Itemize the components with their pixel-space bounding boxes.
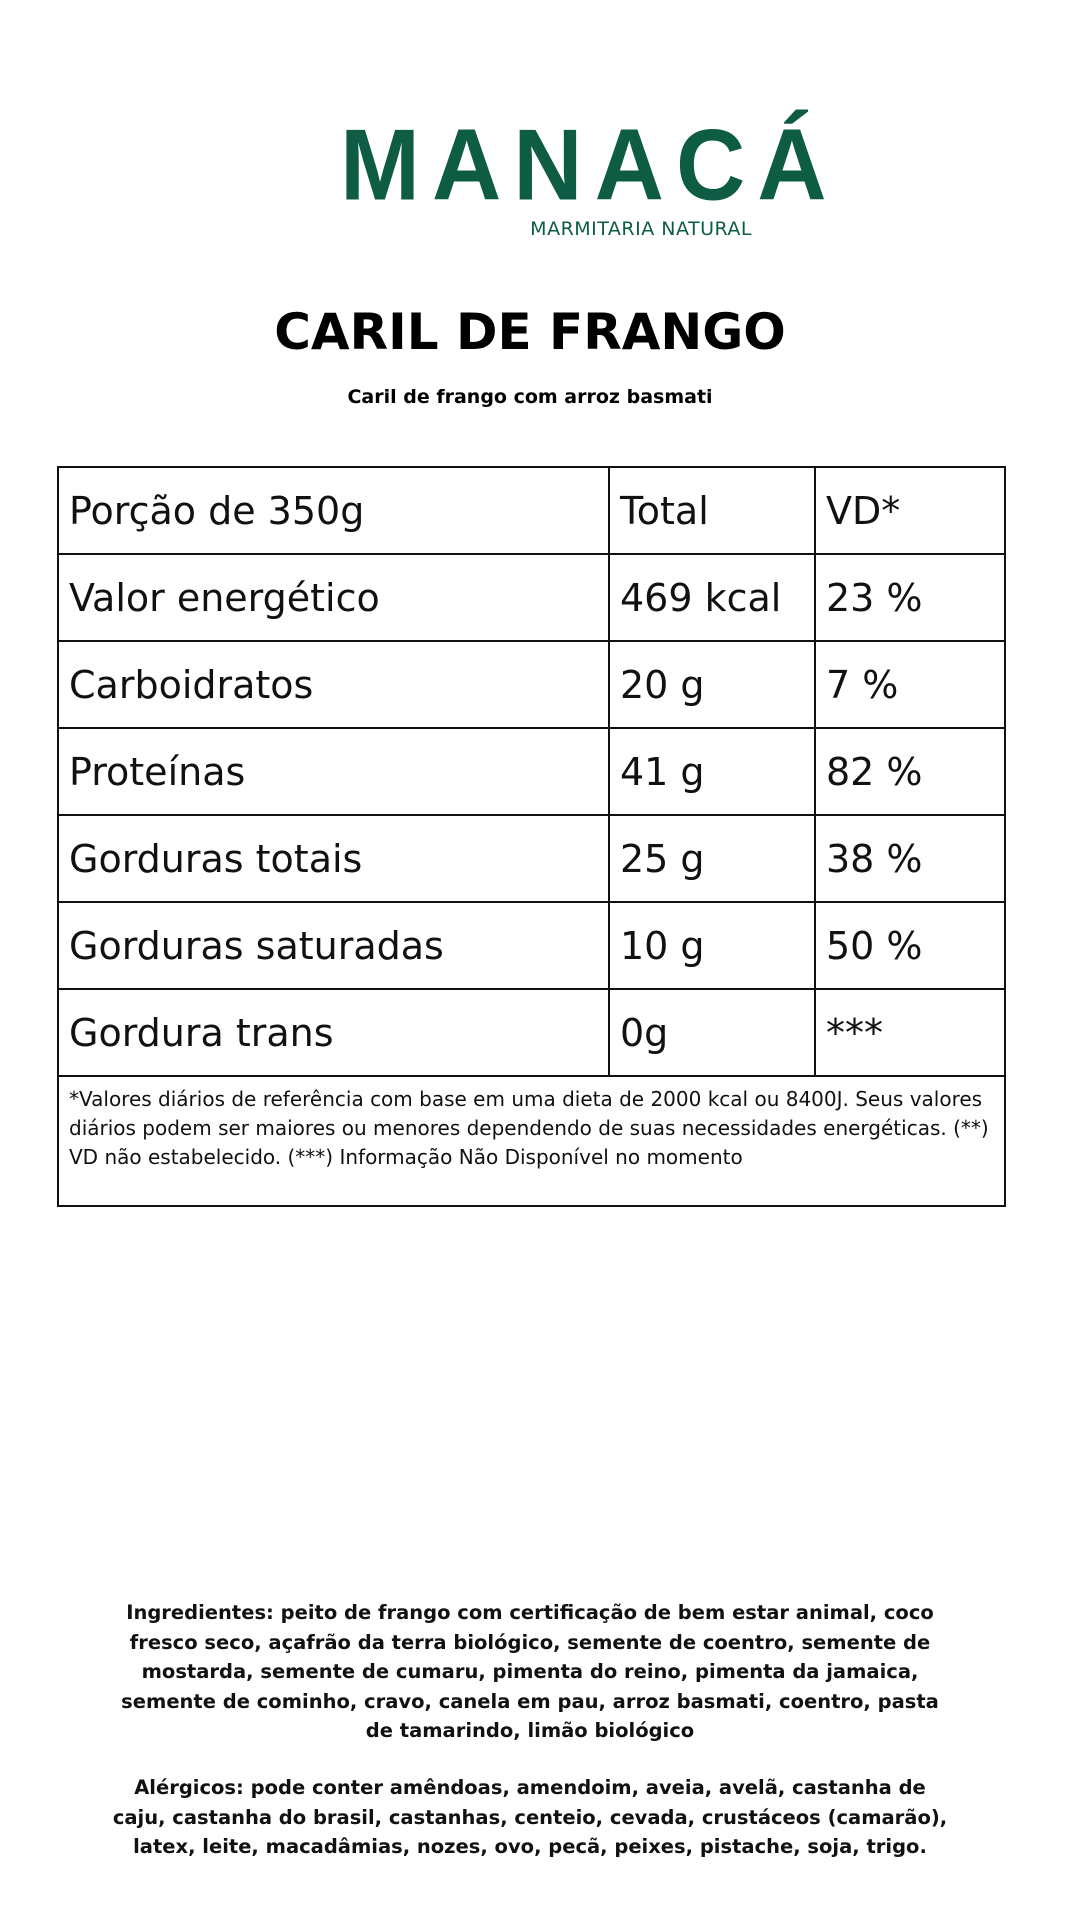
nutrient-name: Carboidratos <box>58 641 609 728</box>
nutrient-total: 41 g <box>609 728 815 815</box>
table-row <box>58 641 1005 728</box>
product-subtitle: Caril de frango com arroz basmati <box>347 386 713 408</box>
ingredients-text: Ingredientes: peito de frango com certificação de bem estar animal, coco fresco seco, açafrão da terra biológico, semente de coentro, semente de mostarda, semente de cumaru, pimenta do reino, pimenta da jamaica, semente de cominho, cravo, canela em pau, arroz basmati, coentro, pasta de tamarindo, limão biológico <box>121 1601 939 1742</box>
nutrient-total: 0g <box>609 989 815 1076</box>
nutrient-dv: 7 % <box>815 641 1005 728</box>
brand-tagline: MARMITARIA NATURAL <box>530 218 752 240</box>
brand-logo <box>0 109 1080 248</box>
footnote-row <box>58 1076 1005 1206</box>
nutrient-name: Gorduras totais <box>58 815 609 902</box>
brand-name: MANACÁ <box>340 109 839 222</box>
portion-header: Porção de 350g <box>58 467 609 554</box>
nutrient-dv: 23 % <box>815 554 1005 641</box>
dv-header: VD* <box>815 467 1005 554</box>
nutrient-dv: 38 % <box>815 815 1005 902</box>
nutrition-header-row <box>58 467 1005 554</box>
nutrient-total: 10 g <box>609 902 815 989</box>
allergens-text: Alérgicos: pode conter amêndoas, amendoim, aveia, avelã, castanha de caju, castanha do brasil, castanhas, centeio, cevada, crustáceos (camarão), latex, leite, macadâmias, nozes, ovo, pecã, peixes, pistache, soja, trigo. <box>112 1776 948 1858</box>
nutrient-dv: *** <box>815 989 1005 1076</box>
nutrient-total: 469 kcal <box>609 554 815 641</box>
product-title: CARIL DE FRANGO <box>274 303 786 361</box>
table-row <box>58 728 1005 815</box>
nutrition-table <box>57 466 1006 1207</box>
table-row <box>58 554 1005 641</box>
table-row <box>58 815 1005 902</box>
nutrition-footnote: *Valores diários de referência com base em uma dieta de 2000 kcal ou 8400J. Seus valores diários podem ser maiores ou menores dependendo de suas necessidades energéticas. (**) VD não estabelecido. (***) Informação Não Disponível no momento <box>58 1076 1005 1206</box>
table-row <box>58 902 1005 989</box>
nutrient-total: 20 g <box>609 641 815 728</box>
nutrient-name: Gorduras saturadas <box>58 902 609 989</box>
nutrient-name: Valor energético <box>58 554 609 641</box>
nutrient-name: Gordura trans <box>58 989 609 1076</box>
nutrient-name: Proteínas <box>58 728 609 815</box>
nutrient-total: 25 g <box>609 815 815 902</box>
total-header: Total <box>609 467 815 554</box>
table-row <box>58 989 1005 1076</box>
nutrient-dv: 82 % <box>815 728 1005 815</box>
nutrient-dv: 50 % <box>815 902 1005 989</box>
